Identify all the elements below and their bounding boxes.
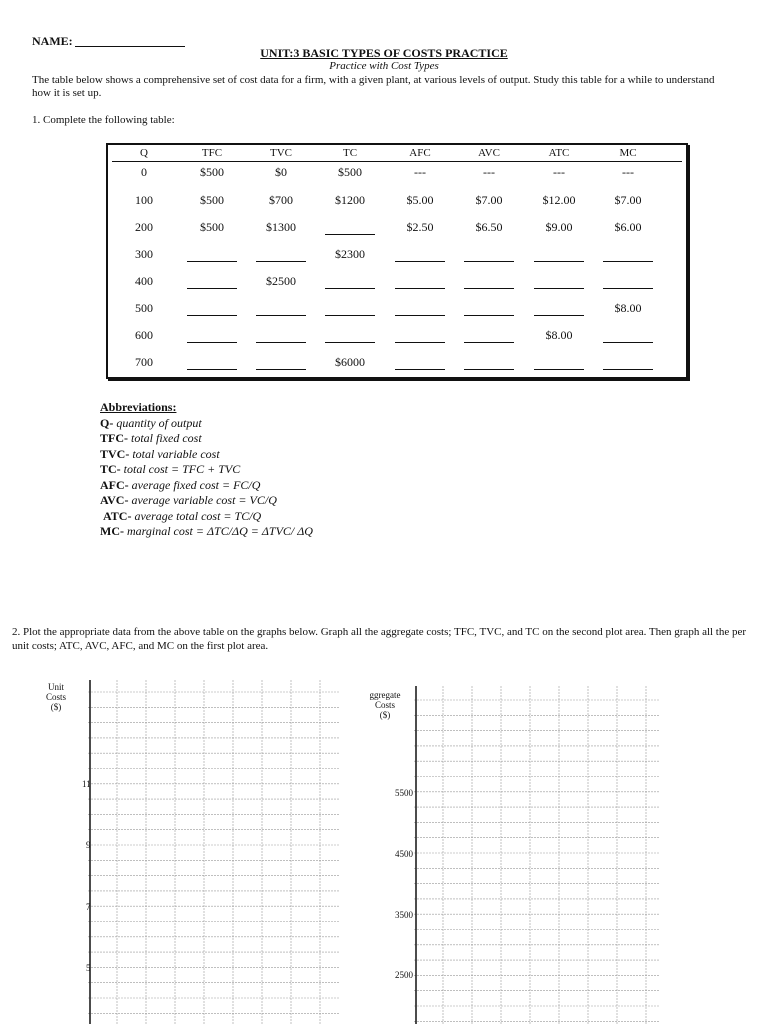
blank-cell-input[interactable] xyxy=(256,315,306,316)
blank-cell-input[interactable] xyxy=(187,288,237,289)
table-cell: --- xyxy=(414,165,426,179)
column-header: TC xyxy=(342,147,358,159)
header-divider xyxy=(112,161,682,162)
quantity-cell: 500 xyxy=(135,301,153,315)
blank-cell-input[interactable] xyxy=(256,342,306,343)
quantity-cell: 300 xyxy=(135,247,153,261)
blank-cell-input[interactable] xyxy=(325,315,375,316)
blank-cell-input[interactable] xyxy=(534,315,584,316)
table-cell: $6.00 xyxy=(614,220,642,234)
abbrev-item: AVC- average variable cost = VC/Q xyxy=(100,493,277,507)
blank-cell-input[interactable] xyxy=(187,315,237,316)
quantity-cell: 100 xyxy=(135,193,153,207)
graph2-tick: 3500 xyxy=(395,910,413,920)
abbreviations-block xyxy=(100,400,313,540)
table-cell: $8.00 xyxy=(545,328,573,342)
blank-cell-input[interactable] xyxy=(256,261,306,262)
abbrev-item: TFC- total fixed cost xyxy=(100,431,202,445)
quantity-cell: 0 xyxy=(141,165,147,179)
graph2-tick: 5500 xyxy=(395,788,413,798)
table-cell: $700 xyxy=(269,193,293,207)
abbrev-item: AFC- average fixed cost = FC/Q xyxy=(100,477,261,492)
graph2-plot-area[interactable] xyxy=(414,686,668,1024)
graph1-tick: 5 xyxy=(86,963,91,973)
abbrev-item: Q- quantity of output xyxy=(100,415,202,430)
blank-cell-input[interactable] xyxy=(464,315,514,316)
column-header: AVC xyxy=(478,147,500,159)
blank-cell-input[interactable] xyxy=(395,342,445,343)
cost-table xyxy=(106,143,688,379)
blank-cell-input[interactable] xyxy=(187,342,237,343)
table-cell: $2300 xyxy=(335,247,365,261)
table-cell: $0 xyxy=(275,165,287,179)
table-cell: $2500 xyxy=(266,274,296,288)
document-subtitle: Practice with Cost Types xyxy=(329,60,439,72)
question-2: 2. Plot the appropriate data from the above table on the graphs below. Graph all the aggregate costs; TFC, TVC, and TC on the second plot area. Then graph all the per unit costs; ATC, AVC, AFC, and MC on the first plot area. xyxy=(12,626,747,652)
table-cell: $8.00 xyxy=(614,301,642,315)
blank-cell-input[interactable] xyxy=(603,369,653,370)
abbrev-item: MC- marginal cost = ΔTC/ΔQ = ΔTVC/ ΔQ xyxy=(100,524,313,538)
graph1-tick: 7 xyxy=(86,902,91,912)
graph2-tick: 2500 xyxy=(395,970,413,980)
table-cell: $1300 xyxy=(266,220,296,234)
abbrev-item: ATC- average total cost = TC/Q xyxy=(103,508,262,523)
quantity-cell: 200 xyxy=(135,220,153,234)
graph1-tick: 9 xyxy=(86,840,91,850)
blank-cell-input[interactable] xyxy=(534,369,584,370)
table-cell: $6000 xyxy=(335,355,365,369)
blank-cell-input[interactable] xyxy=(187,369,237,370)
blank-cell-input[interactable] xyxy=(395,369,445,370)
column-header: TFC xyxy=(201,147,223,159)
graph2-tick: 4500 xyxy=(395,849,413,859)
abbrev-item: TVC- total variable cost xyxy=(100,446,220,461)
blank-cell-input[interactable] xyxy=(395,315,445,316)
blank-cell-input[interactable] xyxy=(534,288,584,289)
question-1: 1. Complete the following table: xyxy=(32,114,175,126)
quantity-cell: 600 xyxy=(135,328,153,342)
blank-cell-input[interactable] xyxy=(187,261,237,262)
blank-cell-input[interactable] xyxy=(603,342,653,343)
table-cell: $500 xyxy=(200,193,224,207)
abbreviations-title: Abbreviations: xyxy=(100,400,177,414)
graph1-tick: 11 xyxy=(82,779,91,789)
blank-cell-input[interactable] xyxy=(464,342,514,343)
graph1-ylabel: Unit Costs ($) xyxy=(45,682,66,712)
blank-cell-input[interactable] xyxy=(464,261,514,262)
table-cell: $9.00 xyxy=(545,220,573,234)
graph2-ylabel: ggregate Costs ($) xyxy=(369,690,401,720)
blank-cell-input[interactable] xyxy=(395,288,445,289)
document-title: UNIT:3 BASIC TYPES OF COSTS PRACTICE xyxy=(260,46,508,60)
blank-cell-input[interactable] xyxy=(603,261,653,262)
blank-cell-input[interactable] xyxy=(534,261,584,262)
blank-cell-input[interactable] xyxy=(464,369,514,370)
table-cell: $500 xyxy=(200,165,224,179)
blank-cell-input[interactable] xyxy=(256,369,306,370)
table-cell: $12.00 xyxy=(542,193,576,207)
blank-cell-input[interactable] xyxy=(395,261,445,262)
table-cell: $2.50 xyxy=(406,220,434,234)
column-header: Q xyxy=(140,147,148,159)
abbrev-item: TC- total cost = TFC + TVC xyxy=(100,462,241,476)
graph1-plot-area[interactable] xyxy=(88,680,348,1024)
table-cell: $6.50 xyxy=(475,220,503,234)
table-cell: $500 xyxy=(338,165,362,179)
blank-cell-input[interactable] xyxy=(325,288,375,289)
quantity-cell: 700 xyxy=(135,355,153,369)
table-cell: --- xyxy=(483,165,495,179)
quantity-cell: 400 xyxy=(135,274,153,288)
table-cell: --- xyxy=(622,165,634,179)
column-header: MC xyxy=(619,147,637,159)
table-cell: --- xyxy=(553,165,565,179)
column-header: AFC xyxy=(409,147,431,159)
table-cell: $7.00 xyxy=(614,193,642,207)
blank-cell-input[interactable] xyxy=(464,288,514,289)
table-cell: $5.00 xyxy=(406,193,434,207)
table-cell: $1200 xyxy=(335,193,365,207)
blank-cell-input[interactable] xyxy=(325,342,375,343)
name-label: NAME: xyxy=(32,34,73,48)
blank-cell-input[interactable] xyxy=(325,234,375,235)
column-header: TVC xyxy=(270,147,292,159)
table-cell: $7.00 xyxy=(475,193,503,207)
blank-cell-input[interactable] xyxy=(603,288,653,289)
table-cell: $500 xyxy=(200,220,224,234)
intro-paragraph: The table below shows a comprehensive set of cost data for a firm, with a given plant, at various levels of output. Study this table for a while to understand how it is set up. xyxy=(32,74,715,99)
column-header: ATC xyxy=(548,147,570,159)
